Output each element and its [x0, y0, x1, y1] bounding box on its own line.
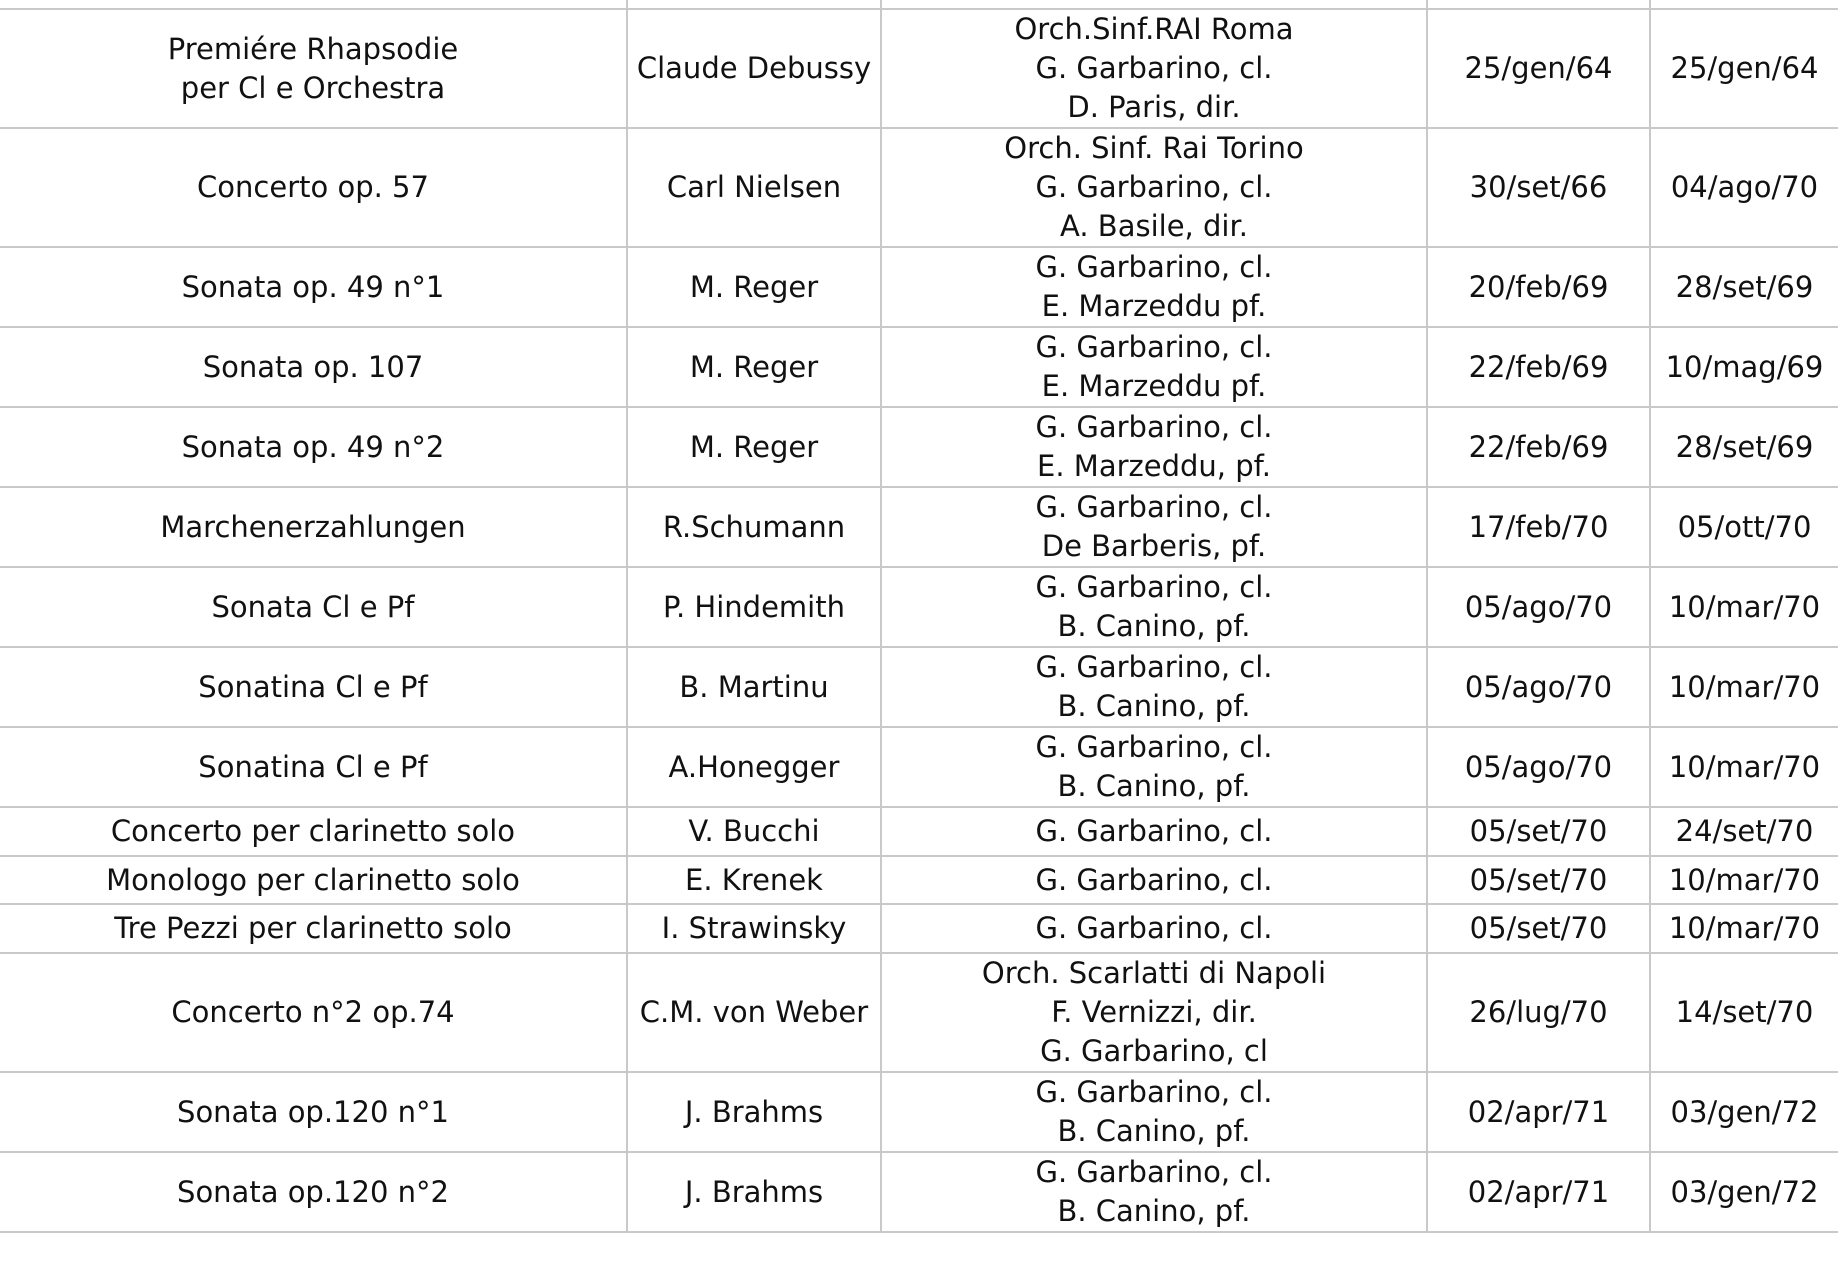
work-title-cell — [0, 487, 627, 567]
work-title-cell-line: Concerto n°2 op.74 — [171, 995, 455, 1029]
performers-cell-line: Orch. Scarlatti di Napoli — [981, 956, 1327, 990]
table-row — [0, 904, 1838, 953]
performers-cell-line: B. Canino, pf. — [1057, 1194, 1251, 1228]
first-date-cell: 17/feb/70 — [1427, 487, 1650, 567]
performers-cell — [881, 856, 1427, 904]
work-title-cell — [0, 567, 627, 647]
recordings-table-body — [0, 9, 1838, 1232]
first-date-cell: 05/set/70 — [1427, 807, 1650, 856]
second-date-cell: 04/ago/70 — [1650, 128, 1838, 247]
performers-cell-line: A. Basile, dir. — [1060, 209, 1248, 243]
second-date-cell: 28/set/69 — [1650, 247, 1838, 327]
work-title-cell — [0, 407, 627, 487]
table-row — [0, 807, 1838, 856]
work-title-cell — [0, 9, 627, 128]
first-date-cell: 02/apr/71 — [1427, 1072, 1650, 1152]
performers-cell — [881, 327, 1427, 407]
table-row — [0, 1072, 1838, 1152]
table-row — [0, 128, 1838, 247]
composer-cell: R.Schumann — [627, 487, 881, 567]
table-row — [0, 327, 1838, 407]
performers-cell-line: G. Garbarino, cl — [1040, 1034, 1268, 1068]
table-row — [0, 953, 1838, 1072]
composer-cell: A.Honegger — [627, 727, 881, 807]
recordings-table — [0, 8, 1838, 1233]
performers-cell-line: G. Garbarino, cl. — [1035, 51, 1273, 85]
performers-cell-line: G. Garbarino, cl. — [1035, 650, 1273, 684]
work-title-cell-line: per Cl e Orchestra — [180, 70, 446, 105]
performers-cell-line: F. Vernizzi, dir. — [1051, 995, 1257, 1029]
composer-cell: E. Krenek — [627, 856, 881, 904]
work-title-cell-line: Sonata op. 49 n°2 — [181, 429, 445, 464]
performers-cell — [881, 1072, 1427, 1152]
second-date-cell: 10/mag/69 — [1650, 327, 1838, 407]
performers-cell-line: G. Garbarino, cl. — [1035, 490, 1273, 524]
performers-cell-line: G. Garbarino, cl. — [1035, 730, 1273, 764]
next-row-edge — [0, 1262, 1838, 1266]
performers-cell-line: Orch.Sinf.RAI Roma — [1014, 12, 1294, 46]
second-date-cell: 03/gen/72 — [1650, 1152, 1838, 1232]
performers-cell — [881, 487, 1427, 567]
performers-cell-line: G. Garbarino, cl. — [1035, 570, 1273, 604]
performers-cell-line: G. Garbarino, cl. — [1035, 911, 1273, 945]
table-row — [0, 1152, 1838, 1232]
composer-cell: J. Brahms — [627, 1152, 881, 1232]
work-title-cell-line: Premiére Rhapsodie — [167, 31, 459, 66]
first-date-cell: 05/ago/70 — [1427, 647, 1650, 727]
performers-cell-line: E. Marzeddu pf. — [1041, 369, 1267, 403]
table-row — [0, 856, 1838, 904]
performers-cell-line: G. Garbarino, cl. — [1035, 330, 1273, 364]
second-date-cell: 10/mar/70 — [1650, 904, 1838, 953]
performers-cell-line: E. Marzeddu pf. — [1041, 289, 1267, 323]
composer-cell: P. Hindemith — [627, 567, 881, 647]
table-row — [0, 407, 1838, 487]
work-title-cell-line: Sonatina Cl e Pf — [198, 749, 428, 784]
performers-cell — [881, 904, 1427, 953]
performers-cell — [881, 807, 1427, 856]
performers-cell-line: G. Garbarino, cl. — [1035, 862, 1273, 897]
composer-cell: Claude Debussy — [627, 9, 881, 128]
performers-cell-line: D. Paris, dir. — [1067, 90, 1241, 124]
performers-cell — [881, 128, 1427, 247]
table-row — [0, 647, 1838, 727]
performers-cell-line: B. Canino, pf. — [1057, 1114, 1251, 1148]
work-title-cell-line: Concerto per clarinetto solo — [110, 814, 516, 848]
second-date-cell: 03/gen/72 — [1650, 1072, 1838, 1152]
work-title-cell — [0, 953, 627, 1072]
composer-cell: J. Brahms — [627, 1072, 881, 1152]
performers-cell — [881, 647, 1427, 727]
first-date-cell: 05/set/70 — [1427, 904, 1650, 953]
second-date-cell: 10/mar/70 — [1650, 856, 1838, 904]
first-date-cell: 26/lug/70 — [1427, 953, 1650, 1072]
table-row — [0, 727, 1838, 807]
work-title-cell-line: Monologo per clarinetto solo — [106, 862, 520, 897]
first-date-cell: 22/feb/69 — [1427, 327, 1650, 407]
table-row — [0, 247, 1838, 327]
work-title-cell — [0, 1152, 627, 1232]
first-date-cell: 02/apr/71 — [1427, 1152, 1650, 1232]
performers-cell-line: De Barberis, pf. — [1041, 529, 1267, 563]
work-title-cell-line: Marchenerzahlungen — [160, 509, 466, 544]
second-date-cell: 24/set/70 — [1650, 807, 1838, 856]
table-row — [0, 567, 1838, 647]
second-date-cell: 28/set/69 — [1650, 407, 1838, 487]
composer-cell: I. Strawinsky — [627, 904, 881, 953]
performers-cell-line: E. Marzeddu, pf. — [1037, 449, 1271, 483]
composer-cell: V. Bucchi — [627, 807, 881, 856]
performers-cell-line: G. Garbarino, cl. — [1035, 1075, 1273, 1109]
work-title-cell-line: Concerto op. 57 — [197, 170, 429, 204]
second-date-cell: 10/mar/70 — [1650, 647, 1838, 727]
performers-cell-line: G. Garbarino, cl. — [1035, 170, 1273, 204]
work-title-cell — [0, 807, 627, 856]
work-title-cell-line: Sonata op.120 n°2 — [177, 1174, 449, 1209]
work-title-cell — [0, 128, 627, 247]
performers-cell — [881, 567, 1427, 647]
second-date-cell: 25/gen/64 — [1650, 9, 1838, 128]
first-date-cell: 25/gen/64 — [1427, 9, 1650, 128]
table-row — [0, 487, 1838, 567]
performers-cell-line: G. Garbarino, cl. — [1035, 814, 1273, 848]
work-title-cell — [0, 856, 627, 904]
work-title-cell-line: Sonata op. 49 n°1 — [181, 269, 445, 304]
performers-cell-line: Orch. Sinf. Rai Torino — [1004, 131, 1304, 165]
composer-cell: Carl Nielsen — [627, 128, 881, 247]
first-date-cell: 20/feb/69 — [1427, 247, 1650, 327]
performers-cell — [881, 9, 1427, 128]
work-title-cell — [0, 727, 627, 807]
performers-cell-line: G. Garbarino, cl. — [1035, 1155, 1273, 1189]
work-title-cell-line: Sonata op. 107 — [202, 349, 424, 384]
work-title-cell-line: Sonata Cl e Pf — [211, 589, 415, 624]
work-title-cell — [0, 904, 627, 953]
work-title-cell-line: Sonatina Cl e Pf — [198, 669, 428, 704]
performers-cell — [881, 247, 1427, 327]
composer-cell: M. Reger — [627, 327, 881, 407]
first-date-cell: 05/ago/70 — [1427, 727, 1650, 807]
composer-cell: M. Reger — [627, 407, 881, 487]
work-title-cell — [0, 327, 627, 407]
performers-cell-line: B. Canino, pf. — [1057, 769, 1251, 803]
composer-cell: C.M. von Weber — [627, 953, 881, 1072]
work-title-cell — [0, 247, 627, 327]
composer-cell: M. Reger — [627, 247, 881, 327]
second-date-cell: 10/mar/70 — [1650, 727, 1838, 807]
first-date-cell: 05/ago/70 — [1427, 567, 1650, 647]
performers-cell-line: B. Canino, pf. — [1057, 609, 1251, 643]
performers-cell-line: G. Garbarino, cl. — [1035, 250, 1273, 284]
work-title-cell-line: Sonata op.120 n°1 — [177, 1094, 449, 1129]
performers-cell — [881, 407, 1427, 487]
work-title-cell — [0, 647, 627, 727]
second-date-cell: 10/mar/70 — [1650, 567, 1838, 647]
performers-cell — [881, 1152, 1427, 1232]
work-title-cell-line: Tre Pezzi per clarinetto solo — [114, 911, 512, 945]
work-title-cell — [0, 1072, 627, 1152]
composer-cell: B. Martinu — [627, 647, 881, 727]
first-date-cell: 05/set/70 — [1427, 856, 1650, 904]
performers-cell — [881, 953, 1427, 1072]
second-date-cell: 05/ott/70 — [1650, 487, 1838, 567]
first-date-cell: 22/feb/69 — [1427, 407, 1650, 487]
first-date-cell: 30/set/66 — [1427, 128, 1650, 247]
table-row — [0, 9, 1838, 128]
performers-cell-line: B. Canino, pf. — [1057, 689, 1251, 723]
performers-cell — [881, 727, 1427, 807]
performers-cell-line: G. Garbarino, cl. — [1035, 410, 1273, 444]
second-date-cell: 14/set/70 — [1650, 953, 1838, 1072]
